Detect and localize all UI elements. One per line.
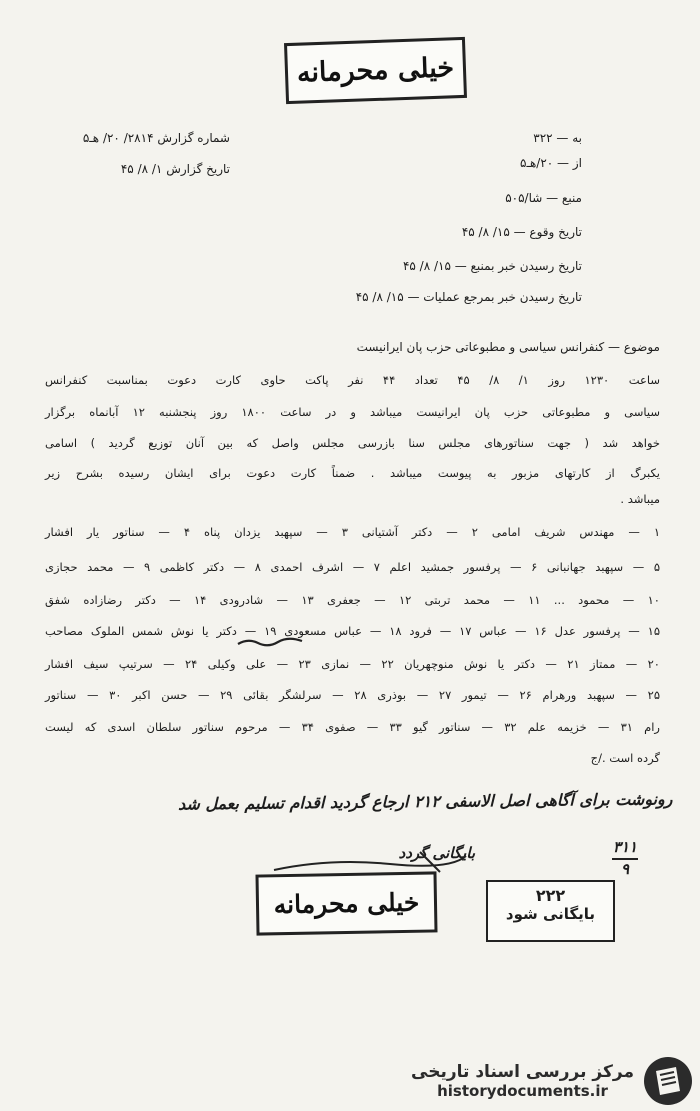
body-line: ساعت ۱۲۳۰ روز ۱/ ۸/ ۴۵ تعداد ۴۴ نفر پاکت حاوی کارت دعوت بمناسبت کنفرانس xyxy=(45,373,661,387)
names-line: ۲۵ — سپهبد ورهرام ۲۶ — تیمور ۲۷ — بوذری ۲۸ — سرلشگر بقائی ۲۹ — حسن اکبر ۳۰ — سناتور xyxy=(45,688,661,702)
top-confidential-stamp: خیلی محرمانه xyxy=(284,37,467,104)
body-line: سیاسی و مطبوعاتی حزب پان ایرانیست میباشد و در ساعت ۱۸۰۰ روز پنجشنبه ۱۲ آبانماه برگزار xyxy=(45,405,660,419)
watermark-url: historydocuments.ir xyxy=(437,1081,608,1100)
body-line: یکبرگ از کارتهای مزبور به پیوست میباشد . ضمناً کارت دعوت برای ایشان رسیده بشرح زیر xyxy=(45,466,660,480)
handwritten-note: رونوشت برای آگاهی اصل الاسفی ۲۱۲ ارجاع گردید اقدام تسلیم بعمل شد xyxy=(177,789,673,814)
watermark-text xyxy=(411,1062,634,1100)
handwritten-number-bottom: ۹ xyxy=(612,858,638,878)
names-line: ۵ — سپهبد جهانبانی ۶ — پرفسور جمشید اعلم ۷ — اشرف احمدی ۸ — دکتر کاظمی ۹ — محمد حجازی xyxy=(45,560,660,574)
watermark xyxy=(400,1050,700,1111)
handwritten-number-top: ۳۱۱ xyxy=(612,838,638,856)
body-line: میباشد . xyxy=(620,492,660,506)
header-report-number: شماره گزارش ۲۸۱۴/ ۲۰/ هـ۵ xyxy=(82,131,230,145)
archive-text: بایگانی شود xyxy=(505,905,596,923)
handwritten-number xyxy=(612,838,638,878)
header-ops-receipt-date: تاریخ رسیدن خبر بمرجع عملیات — ۱۵/ ۸/ ۴۵ xyxy=(355,290,582,304)
bottom-confidential-stamp: خیلی محرمانه xyxy=(255,871,437,935)
names-line: ۱۵ — پرفسور عدل ۱۶ — عباس ۱۷ — فرود ۱۸ — عباس مسعودی ۱۹ — دکتر یا نوش شمس الملوک مصاحب xyxy=(45,624,661,638)
header-event-date: تاریخ وقوع — ۱۵/ ۸/ ۴۵ xyxy=(461,225,582,239)
header-from: از — ۲۰/هـ۵ xyxy=(520,156,582,170)
names-line: ۱۰ — محمود ... ۱۱ — محمد تربتی ۱۲ — جعفری ۱۳ — شادرودی ۱۴ — دکتر رضازاده شفق xyxy=(45,593,660,607)
header-source: منبع — شا/۵۰۵ xyxy=(505,191,582,205)
names-line: رام ۳۱ — خزیمه علم ۳۲ — سناتور گیو ۳۳ — صفوی ۳۴ — مرحوم سناتور سلطان اسدی که لیست xyxy=(45,720,660,734)
history-documents-logo-icon xyxy=(642,1055,694,1107)
handwritten-signature: بایگانی گردد xyxy=(398,844,475,862)
subject-line: موضوع — کنفرانس سیاسی و مطبوعاتی حزب پان ایرانیست xyxy=(356,340,660,354)
watermark-title: مرکز بررسی اسناد تاریخی xyxy=(411,1061,634,1082)
header-receipt-date: تاریخ رسیدن خبر بمنبع — ۱۵/ ۸/ ۴۵ xyxy=(402,259,582,273)
header-to: به — ۳۲۲ xyxy=(533,131,582,145)
names-line: گرده است ./ج xyxy=(590,751,660,765)
body-line: خواهد شد ( جهت سناتورهای مجلس سنا بازرسی مجلس واصل که بین آنان توزیع گردید ) اسامی xyxy=(45,436,660,450)
header-report-date: تاریخ گزارش ۱/ ۸/ ۴۵ xyxy=(120,162,230,176)
underline-mark xyxy=(236,636,306,648)
archive-stamp xyxy=(486,880,615,942)
names-line: ۱ — مهندس شریف امامی ۲ — دکتر آشتیانی ۳ — سپهبد یزدان پناه ۴ — سناتور یار افشار xyxy=(45,525,660,539)
names-line: ۲۰ — ممتاز ۲۱ — دکتر یا نوش منوچهریان ۲۲ — نمازی ۲۳ — علی وکیلی ۲۴ — سرتیپ سیف افشار xyxy=(45,657,660,671)
archive-number: ۲۲۲ xyxy=(535,886,566,905)
